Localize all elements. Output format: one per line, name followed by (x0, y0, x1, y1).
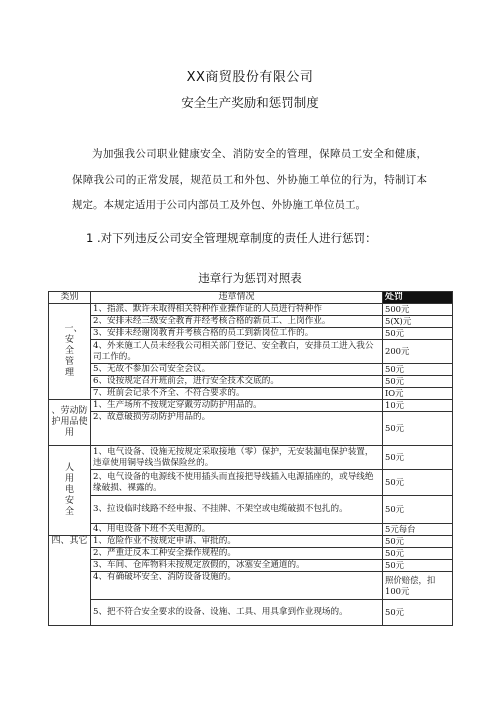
table-row (49, 316, 453, 328)
category-cell: 一、安全管理 (49, 304, 91, 400)
penalty-cell: 5(X)元 (383, 316, 453, 328)
table-row (49, 572, 453, 600)
table-row (49, 536, 453, 548)
table-row (49, 412, 453, 446)
company-name: XX商贸股份有限公司 (186, 70, 314, 85)
violation-cell: 1、电气设备、设施无按规定采取接地（零）保护，无安装漏电保护装置，违章使用铜导线当做保险丝的。 (91, 446, 383, 470)
penalty-cell: 50元 (383, 412, 453, 446)
table-row (49, 340, 453, 364)
penalty-cell: 50元 (383, 600, 453, 626)
violation-cell: 5、把不符合安全要求的设备、设施、工具、用具拿到作业现场的。 (91, 600, 383, 626)
violation-cell: 2、故意破损劳动防护用品的。 (91, 412, 383, 446)
penalty-cell: 50元 (383, 376, 453, 388)
violation-cell: 4、外来施工人员未经我公司相关部门登记、安全教白，安排员工进入我公司工作的。 (91, 340, 383, 364)
penalty-cell: 50元 (383, 496, 453, 524)
penalty-cell: 50元 (383, 328, 453, 340)
category-cell: 人用电安全 (49, 446, 91, 536)
penalty-cell: 50元 (383, 446, 453, 470)
table-row (49, 364, 453, 376)
penalty-cell: IO元 (383, 388, 453, 400)
table-row (49, 600, 453, 626)
header-category: 类别 (49, 292, 91, 304)
document-title: 安全生产奖励和惩罚制度 (181, 95, 319, 110)
penalty-cell: 50元 (383, 364, 453, 376)
penalty-table (48, 291, 453, 626)
penalty-cell: 50元 (383, 548, 453, 560)
penalty-cell: 5元每台 (383, 524, 453, 536)
penalty-cell: 50元 (383, 470, 453, 496)
violation-cell: 3、安排未经谢岗教育并考核合格的员工到新岗位工作的。 (91, 328, 383, 340)
violation-cell: 5、无故不参加公司安全会议。 (91, 364, 383, 376)
penalty-cell: 50元 (383, 560, 453, 572)
violation-cell: 6、设按规定召开班前会，进行安全技术交底的。 (91, 376, 383, 388)
table-row (49, 388, 453, 400)
table-row (49, 524, 453, 536)
penalty-cell: 照价赔偿，扣100元 (383, 572, 453, 600)
table-row (49, 328, 453, 340)
violation-cell: 4、有确破坏安全、消防设备设施的。 (91, 572, 383, 600)
table-row (49, 376, 453, 388)
violation-cell: 1、危险作业不按规定申请、审批的。 (91, 536, 383, 548)
category-cell: 四、其它 (49, 536, 91, 626)
violation-cell: 1、生产场所不按规定穿戴劳动防护用品的。 (91, 400, 383, 412)
table-header-row (49, 292, 453, 304)
table-row (49, 548, 453, 560)
table-row (49, 560, 453, 572)
table-row (49, 446, 453, 470)
violation-cell: 2、电气设备的电源线不使用插头而直接把导线插入电源插座的，或导线绝缘破损、裸露的。 (91, 470, 383, 496)
table-row (49, 496, 453, 524)
penalty-cell: 50元 (383, 536, 453, 548)
table-row (49, 470, 453, 496)
violation-cell: 3、车间、仓库物料未按规定放假的，冰塞安全通道的。 (91, 560, 383, 572)
header-penalty: 处罚 (383, 292, 453, 304)
penalty-cell: 500元 (383, 304, 453, 316)
table-row (49, 400, 453, 412)
header-violation: 违章情况 (91, 292, 383, 304)
intro-paragraph: 为加强我公司职业健康安全、消防安全的管理，保障员工安全和健康，保障我公司的正常发展，规范员工和外包、外协施工单位的行为，特制订本规定。本规定适用于公司内部员工及外包、外协施工单位员工。 (72, 148, 427, 211)
violation-cell: 3、拉设临时线路不经申报、不挂牌、不架空或电缆破损不包扎的。 (91, 496, 383, 524)
violation-cell: 1、指派、默许未取得相关特种作业操作证的人员进行特种作 (91, 304, 383, 316)
violation-cell: 2、安排未经三级安全教育并经考核合格的新员工、上岗作业。 (91, 316, 383, 328)
penalty-cell: 200元 (383, 340, 453, 364)
violation-cell: 2、严重迂反本工种安全操作规程的。 (91, 548, 383, 560)
table-title: 违章行为惩罚对照表 (198, 271, 302, 285)
section-heading: 1 .对下列违反公司安全管理规章制度的责任人进行惩罚： (86, 231, 377, 245)
category-cell: 、劳动防护用品使用 (49, 400, 91, 446)
table-row (49, 304, 453, 316)
violation-cell: 4、用电设备下班不关电源的。 (91, 524, 383, 536)
violation-cell: 7、班前会记录不齐全、不符合要求的。 (91, 388, 383, 400)
penalty-cell: 10元 (383, 400, 453, 412)
